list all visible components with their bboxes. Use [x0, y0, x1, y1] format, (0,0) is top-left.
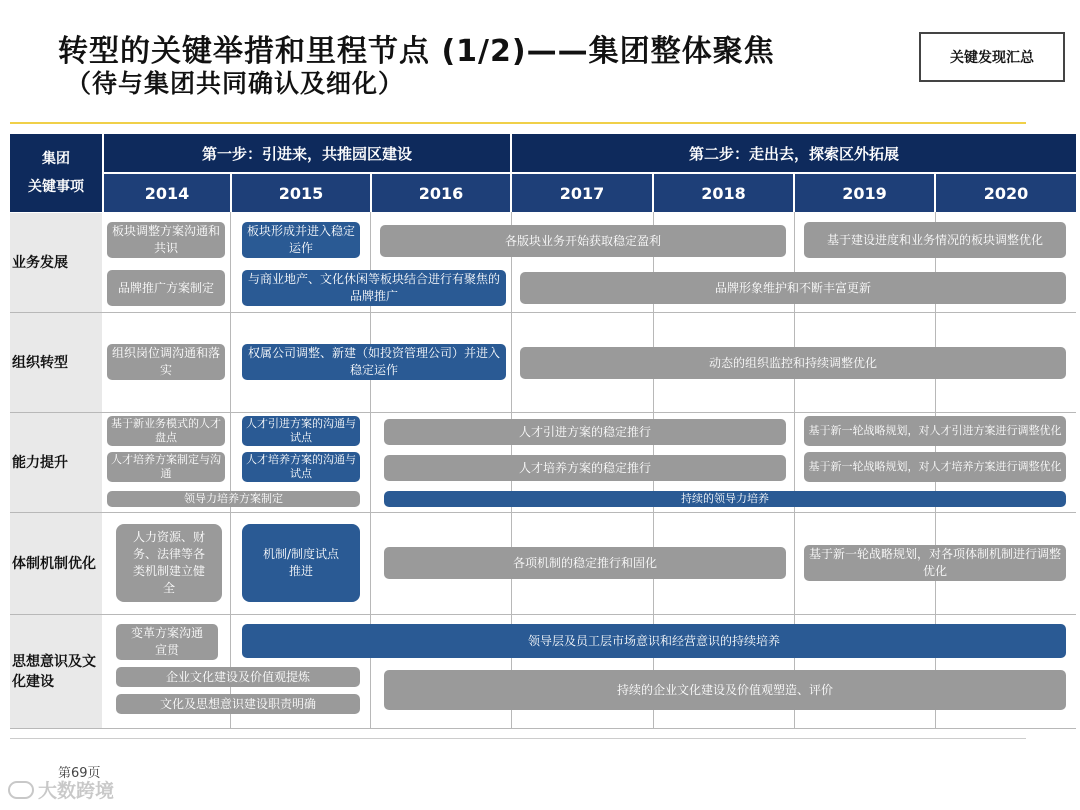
timeline-bar: 基于新一轮战略规划，对人才培养方案进行调整优化 [804, 452, 1066, 482]
year-2018: 2018 [654, 174, 793, 212]
timeline-bar: 组织岗位调沟通和落实 [107, 344, 225, 380]
page-title: 转型的关键举措和里程节点 (1/2)——集团整体聚焦 [58, 34, 775, 69]
year-2020: 2020 [936, 174, 1076, 212]
timeline-bar: 人才培养方案制定与沟通 [107, 452, 225, 482]
year-2016: 2016 [372, 174, 510, 212]
timeline-bar: 文化及思想意识建设职责明确 [116, 694, 360, 714]
page-number: 第69页 [58, 766, 101, 781]
timeline-bar: 人力资源、财务、法律等各类机制建立健全 [116, 524, 222, 602]
timeline-bar: 与商业地产、文化休闲等板块结合进行有聚焦的品牌推广 [242, 270, 506, 306]
timeline-bar: 品牌形象维护和不断丰富更新 [520, 272, 1066, 304]
watermark [8, 776, 114, 803]
row-label-org: 组织转型 [10, 313, 102, 412]
watermark-text: 大数跨境 [38, 780, 115, 802]
footer-divider [10, 738, 1026, 739]
timeline-bar: 持续的领导力培养 [384, 491, 1066, 507]
timeline-bar: 基于新业务模式的人才盘点 [107, 416, 225, 446]
row-label-mechanism: 体制机制优化 [10, 513, 102, 614]
hline-2 [10, 412, 1076, 413]
timeline-bar: 企业文化建设及价值观提炼 [116, 667, 360, 687]
timeline-bar: 变革方案沟通宣贯 [116, 624, 218, 660]
timeline-bar: 权属公司调整、新建（如投资管理公司）并进入稳定运作 [242, 344, 506, 380]
hline-1 [10, 312, 1076, 313]
timeline-bar: 领导层及员工层市场意识和经营意识的持续培养 [242, 624, 1066, 658]
corner-header [10, 134, 102, 212]
key-findings-tag: 关键发现汇总 [919, 32, 1065, 82]
page-subtitle: （待与集团共同确认及细化） [66, 69, 405, 98]
row-label-business: 业务发展 [10, 213, 102, 312]
year-2017: 2017 [512, 174, 652, 212]
title-divider [10, 122, 1026, 124]
timeline-bar: 基于新一轮战略规划，对人才引进方案进行调整优化 [804, 416, 1066, 446]
timeline-bar: 板块形成并进入稳定运作 [242, 222, 360, 258]
timeline-bar: 持续的企业文化建设及价值观塑造、评价 [384, 670, 1066, 710]
timeline-bar: 板块调整方案沟通和共识 [107, 222, 225, 258]
year-2015: 2015 [232, 174, 370, 212]
hline-3 [10, 512, 1076, 513]
timeline-bar: 各版块业务开始获取稳定盈利 [380, 225, 786, 257]
timeline-bar: 品牌推广方案制定 [107, 270, 225, 306]
corner-line-1: 集团 [42, 151, 70, 167]
hline-5 [10, 728, 1076, 729]
step-2-header: 第二步：走出去，探索区外拓展 [512, 134, 1076, 172]
timeline-bar: 人才培养方案的沟通与试点 [242, 452, 360, 482]
hline-4 [10, 614, 1076, 615]
row-label-capability: 能力提升 [10, 413, 102, 512]
timeline-bar: 人才培养方案的稳定推行 [384, 455, 786, 481]
timeline-bar: 基于新一轮战略规划，对各项体制机制进行调整优化 [804, 545, 1066, 581]
timeline-bar: 机制/制度试点推进 [242, 524, 360, 602]
timeline-bar: 动态的组织监控和持续调整优化 [520, 347, 1066, 379]
timeline-bar: 各项机制的稳定推行和固化 [384, 547, 786, 579]
corner-line-2: 关键事项 [28, 179, 84, 195]
step-1-header: 第一步：引进来，共推园区建设 [104, 134, 510, 172]
timeline-bar: 人才引进方案的稳定推行 [384, 419, 786, 445]
watermark-logo-icon [8, 781, 34, 799]
row-label-culture: 思想意识及文化建设 [10, 615, 102, 728]
year-2019: 2019 [795, 174, 934, 212]
timeline-bar: 基于建设进度和业务情况的板块调整优化 [804, 222, 1066, 258]
vline-2014 [230, 212, 231, 728]
timeline-bar: 人才引进方案的沟通与试点 [242, 416, 360, 446]
year-2014: 2014 [104, 174, 230, 212]
timeline-bar: 领导力培养方案制定 [107, 491, 360, 507]
